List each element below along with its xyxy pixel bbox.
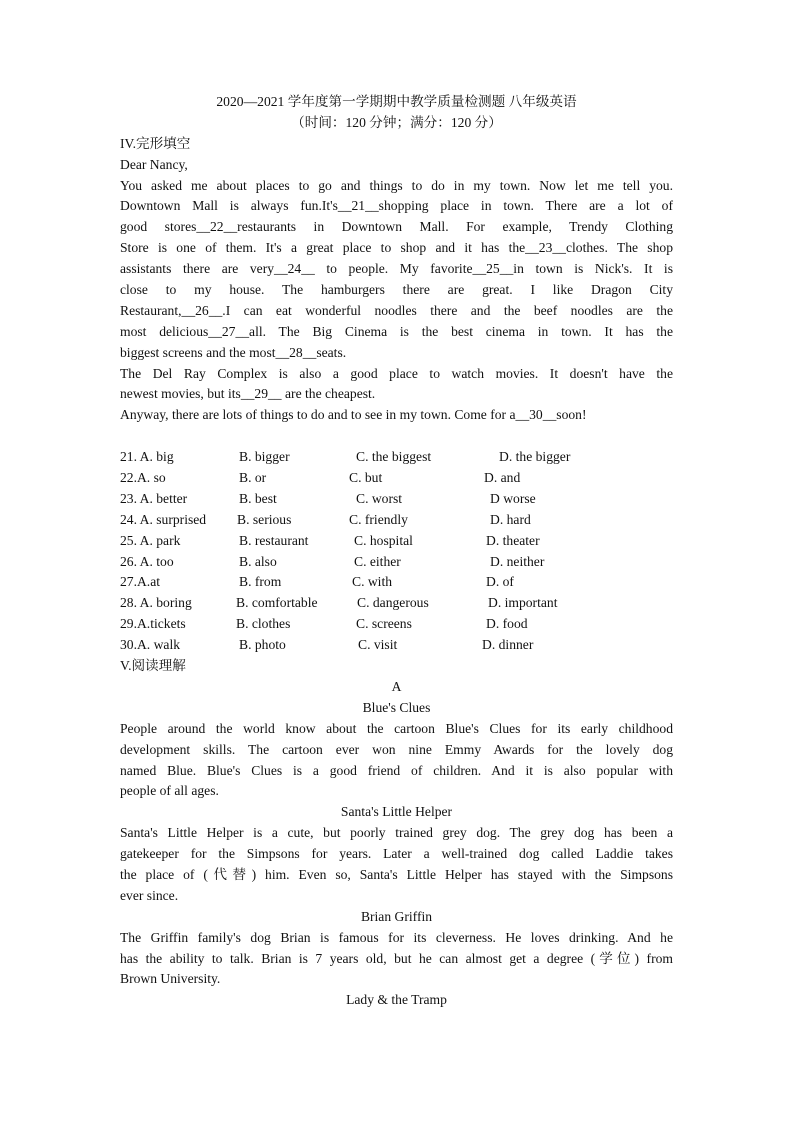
option-d: D. neither	[490, 553, 545, 569]
reading-line: The Griffin family's dog Brian is famous for its cleverness. He loves drinking. And he	[120, 929, 673, 945]
option-b: B. bigger	[239, 449, 290, 465]
option-a: 21. A. big	[120, 449, 174, 465]
option-d: D. and	[484, 470, 521, 486]
option-d: D worse	[490, 490, 536, 506]
section-heading-cloze: IV.完形填空	[120, 135, 191, 151]
block-title: Blue's Clues	[362, 699, 431, 715]
option-c: C. worst	[356, 490, 403, 506]
option-row	[120, 572, 673, 593]
passage-line: Downtown Mall is always fun.It's__21__shopping place in town. There are a lot of	[120, 198, 673, 214]
passage-line: You asked me about places to go and things to do in my town. Now let me tell you.	[120, 177, 673, 193]
passage-line: Anyway, there are lots of things to do and to see in my town. Come for a__30__soon!	[120, 407, 587, 423]
option-a: 29.A.tickets	[120, 616, 186, 632]
reading-line: named Blue. Blue's Clues is a good friend of children. And it is also popular with	[120, 762, 673, 778]
option-b: B. photo	[239, 637, 286, 653]
passage-line: Store is one of them. It's a great place to shop and it has the__23__clothes. The shop	[120, 240, 673, 256]
option-b: B. restaurant	[239, 532, 309, 548]
option-c: C. screens	[356, 616, 412, 632]
option-d: D. of	[486, 574, 514, 590]
document-page	[120, 92, 673, 1011]
reading-line: development skills. The cartoon ever won nine Emmy Awards for the lovely dog	[120, 741, 673, 757]
exam-subtitle: （时间：120 分钟；满分：120 分）	[291, 114, 502, 130]
exam-title: 2020—2021 学年度第一学期期中教学质量检测题 八年级英语	[216, 94, 577, 109]
option-d: D. important	[488, 595, 558, 611]
reading-part-label: A	[391, 678, 402, 694]
option-d: D. hard	[490, 511, 531, 527]
option-a: 30.A. walk	[120, 637, 181, 653]
option-c: C. but	[349, 470, 383, 486]
option-row	[120, 531, 673, 552]
option-b: B. from	[239, 574, 282, 590]
letter-greeting: Dear Nancy,	[120, 156, 188, 172]
option-row	[120, 552, 673, 573]
option-c: C. friendly	[349, 511, 408, 527]
passage-line: Restaurant,__26__.I can eat wonderful noodles there and the beef noodles are the	[120, 302, 673, 318]
option-c: C. hospital	[354, 532, 413, 548]
option-a: 26. A. too	[120, 553, 174, 569]
reading-line: Santa's Little Helper is a cute, but poorly trained grey dog. The grey dog has been a	[120, 825, 673, 841]
reading-line: has the ability to talk. Brian is 7 years old, but he can almost get a degree (学位) from	[120, 950, 673, 966]
option-a: 23. A. better	[120, 490, 188, 506]
option-c: C. with	[352, 574, 393, 590]
block-title: Santa's Little Helper	[340, 804, 453, 820]
reading-line: People around the world know about the cartoon Blue's Clues for its early childhood	[120, 720, 673, 736]
reading-line: the place of (代替) him. Even so, Santa's Little Helper has stayed with the Simpsons	[120, 866, 673, 882]
option-b: B. or	[239, 470, 267, 486]
block-title: Brian Griffin	[360, 908, 433, 924]
cloze-passage	[120, 176, 673, 427]
block-title: Lady & the Tramp	[346, 992, 447, 1008]
option-row	[120, 614, 673, 635]
passage-line: newest movies, but its__29__ are the cheapest.	[120, 386, 376, 402]
option-a: 24. A. surprised	[120, 511, 207, 527]
option-row	[120, 468, 673, 489]
option-d: D. the bigger	[499, 449, 571, 465]
passage-line: close to my house. The hamburgers there are great. I like Dragon City	[120, 282, 673, 298]
option-b: B. clothes	[236, 616, 291, 632]
option-c: C. dangerous	[357, 595, 429, 611]
option-c: C. visit	[358, 637, 398, 653]
passage-line: biggest screens and the most__28__seats.	[120, 344, 347, 360]
reading-line: ever since.	[120, 887, 179, 903]
option-row	[120, 447, 673, 468]
option-a: 22.A. so	[120, 470, 166, 486]
option-d: D. theater	[486, 532, 540, 548]
reading-line: Brown University.	[120, 971, 221, 987]
option-row	[120, 489, 673, 510]
option-row	[120, 593, 673, 614]
passage-line: good stores__22__restaurants in Downtown Mall. For example, Trendy Clothing	[120, 219, 673, 235]
reading-line: gatekeeper for the Simpsons for years. Later a well-trained dog called Laddie takes	[120, 846, 673, 862]
option-d: D. food	[486, 616, 528, 632]
option-a: 25. A. park	[120, 532, 181, 548]
option-b: B. best	[239, 490, 277, 506]
answer-options	[120, 447, 673, 656]
passage-line: most delicious__27__all. The Big Cinema is the best cinema in town. It has the	[120, 323, 673, 339]
option-c: C. the biggest	[356, 449, 432, 465]
blank-line	[120, 426, 673, 447]
option-c: C. either	[354, 553, 401, 569]
passage-line: assistants there are very__24__ to people. My favorite__25__in town is Nick's. It is	[120, 261, 673, 277]
section-heading-reading: V.阅读理解	[120, 658, 186, 674]
option-row	[120, 635, 673, 656]
option-b: B. also	[239, 553, 277, 569]
option-b: B. serious	[237, 511, 292, 527]
option-b: B. comfortable	[236, 595, 318, 611]
passage-line: The Del Ray Complex is also a good place to watch movies. It doesn't have the	[120, 365, 673, 381]
option-row	[120, 510, 673, 531]
option-d: D. dinner	[482, 637, 534, 653]
option-a: 28. A. boring	[120, 595, 192, 611]
reading-line: people of all ages.	[120, 783, 219, 799]
option-a: 27.A.at	[120, 574, 161, 590]
